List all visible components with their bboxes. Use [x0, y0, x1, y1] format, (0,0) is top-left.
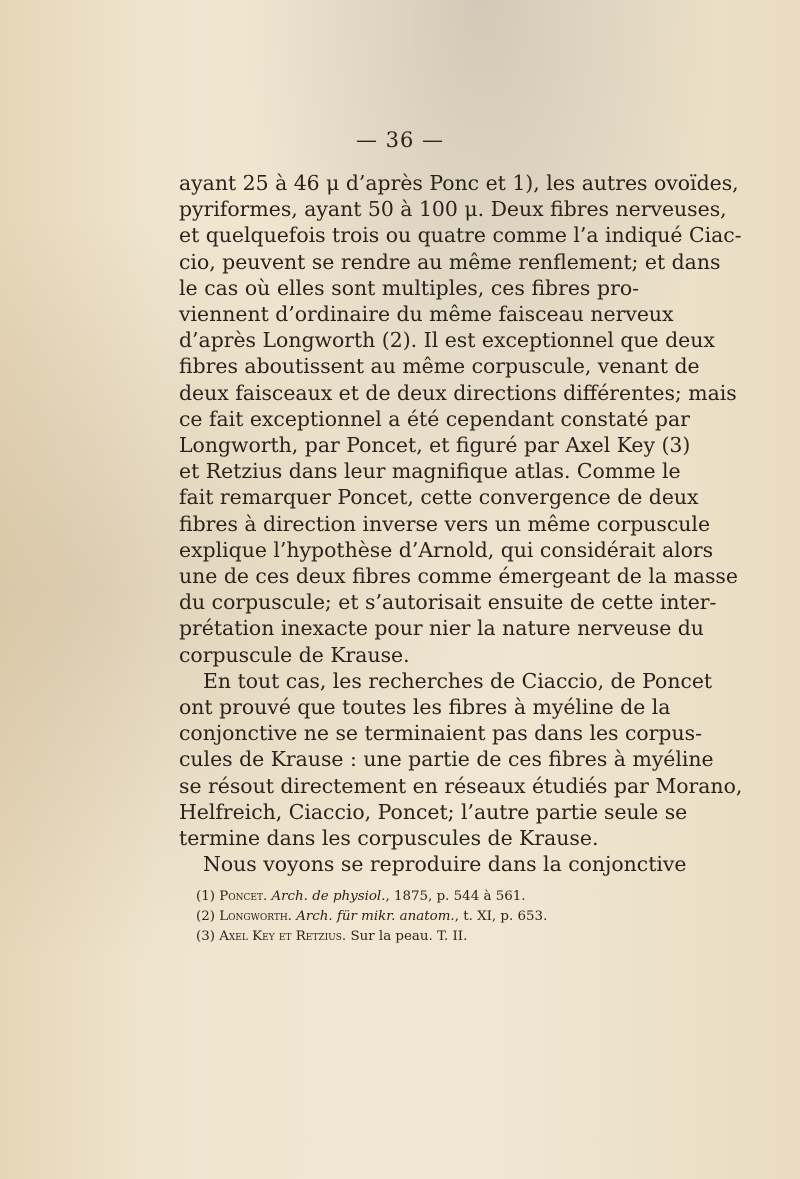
footnote: [196, 927, 636, 947]
text-line: Longworth, par Poncet, et figuré par Axel Key (3): [179, 433, 691, 458]
text-line: cules de Krause : une partie de ces fibres à myéline: [179, 747, 714, 772]
text-line: ce fait exceptionnel a été cependant constaté par: [179, 406, 690, 431]
footnote-author: Longworth.: [219, 909, 292, 924]
footnote-number: (2): [196, 909, 215, 924]
text-line: fait remarquer Poncet, cette convergence de deux: [179, 485, 699, 510]
text-line: deux faisceaux et de deux directions différentes; mais: [179, 380, 737, 405]
text-line: une de ces deux fibres comme émergeant de la masse: [179, 564, 738, 589]
text-line: pyriformes, ayant 50 à 100 μ. Deux fibres nerveuses,: [179, 197, 727, 222]
text-line: En tout cas, les recherches de Ciaccio, de Poncet: [203, 668, 713, 693]
text-line: Helfreich, Ciaccio, Poncet; l’autre partie seule se: [179, 799, 688, 824]
text-line: fibres à direction inverse vers un même corpuscule: [179, 511, 711, 536]
footnote-author: Axel Key et Retzius.: [219, 929, 347, 944]
footnotes-container: [196, 887, 636, 947]
text-line: Nous voyons se reproduire dans la conjonctive: [203, 852, 687, 877]
page-number: — 36 —: [355, 128, 445, 152]
text-line: et quelquefois trois ou quatre comme l’a indiqué Ciac-: [179, 223, 742, 248]
footnote: [196, 907, 636, 927]
text-line: d’après Longworth (2). Il est exceptionnel que deux: [179, 328, 715, 353]
text-line: ont prouvé que toutes les fibres à myéline de la: [179, 695, 671, 720]
text-line: le cas où elles sont multiples, ces fibres pro-: [179, 275, 639, 300]
text-line: fibres aboutissent au même corpuscule, venant de: [179, 354, 700, 379]
text-line: viennent d’ordinaire du même faisceau nerveux: [179, 302, 674, 327]
footnote-source: Arch. für mikr. anatom.: [296, 909, 455, 924]
text-line: explique l’hypothèse d’Arnold, qui considérait alors: [179, 537, 714, 562]
footnote-details: , 1875, p. 544 à 561.: [385, 889, 526, 904]
text-line: ayant 25 à 46 μ d’après Ponc et 1), les autres ovoïdes,: [179, 171, 739, 195]
footnote-number: (1): [196, 889, 215, 904]
text-line: et Retzius dans leur magnifique atlas. Comme le: [179, 459, 681, 484]
footnote-details: Sur la peau. T. II.: [350, 929, 468, 944]
paragraphs-container: [179, 170, 743, 877]
footnote-details: , t. XI, p. 653.: [454, 909, 548, 924]
text-line: termine dans les corpuscules de Krause.: [179, 826, 599, 851]
text-line: conjonctive ne se terminaient pas dans les corpus-: [179, 721, 702, 746]
body-text: [179, 170, 743, 877]
footnote-author: Poncet.: [219, 889, 268, 904]
footnotes: [196, 887, 636, 947]
text-line: prétation inexacte pour nier la nature nerveuse du: [179, 616, 704, 641]
text-line: cio, peuvent se rendre au même renflement; et dans: [179, 249, 721, 274]
text-line: corpuscule de Krause.: [179, 642, 410, 667]
footnote-source: Arch. de physiol.: [271, 889, 386, 904]
text-line: du corpuscule; et s’autorisait ensuite de cette inter-: [179, 590, 717, 615]
footnote: [196, 887, 636, 907]
footnote-number: (3): [196, 929, 215, 944]
text-line: se résout directement en réseaux étudiés par Morano,: [179, 773, 743, 798]
